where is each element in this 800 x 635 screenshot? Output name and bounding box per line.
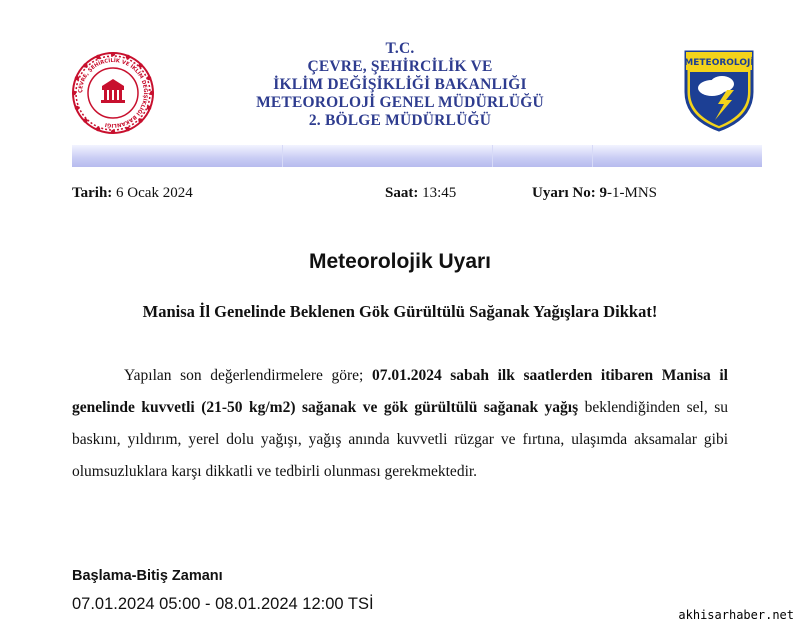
time-label: Saat:	[385, 185, 419, 201]
header-line-directorate: METEOROLOJİ GENEL MÜDÜRLÜĞÜ	[256, 94, 544, 111]
start-end-time-label: Başlama-Bitiş Zamanı	[72, 568, 223, 584]
warning-suffix: -1-MNS	[607, 185, 658, 201]
ministry-seal-logo	[72, 52, 154, 134]
start-end-time-value: 07.01.2024 05:00 - 08.01.2024 12:00 TSİ	[72, 595, 374, 613]
warning-paragraph	[72, 360, 728, 488]
document-subtitle: Manisa İl Genelinde Beklenen Gök Gürültülü Sağanak Yağışlara Dikkat!	[142, 302, 658, 321]
meteoroloji-shield-logo	[682, 48, 756, 132]
header-line-region: 2. BÖLGE MÜDÜRLÜĞÜ	[308, 112, 492, 129]
warning-number: 9	[599, 185, 607, 201]
seal-ring-text: ÇEVRE, ŞEHİRCİLİK VE İKLİM DEĞİŞİKLİĞİ BAKANLIĞI	[77, 57, 149, 129]
paragraph-rest: beklendiğinden sel, su baskını, yıldırım, yerel dolu yağışı, yağış anında kuvvetli rüzgar ve fırtına, ulaşımda aksamalar gibi olumsuzluklara karşı dikkatli ve tedbirli olunması gerekmektedir.	[72, 399, 728, 480]
document-title: Meteorolojik Uyarı	[308, 250, 492, 273]
time-field	[385, 185, 456, 202]
header-line-ministry-1: ÇEVRE, ŞEHİRCİLİK VE	[307, 58, 493, 75]
header-line-ministry-2: İKLİM DEĞİŞİKLİĞİ BAKANLIĞI	[273, 76, 527, 93]
date-value: 6 Ocak 2024	[116, 185, 193, 201]
date-field	[72, 185, 193, 202]
source-watermark: akhisarhaber.net	[672, 606, 800, 630]
time-value: 13:45	[422, 185, 457, 201]
warning-label: Uyarı No:	[532, 185, 596, 201]
paragraph-intro: Yapılan son değerlendirmelere göre;	[124, 367, 372, 384]
date-label: Tarih:	[72, 185, 113, 201]
header-line-tc: T.C.	[385, 40, 415, 57]
meteoroloji-logo-text: METEOROLOJİ	[684, 58, 754, 68]
warning-number-field	[532, 185, 657, 202]
header-divider-band	[72, 145, 762, 167]
paragraph-bold: 07.01.2024 sabah ilk saatlerden itibaren Manisa il genelinde kuvvetli (21-50 kg/m2) sağanak ve gök gürültülü sağanak yağış	[72, 367, 728, 416]
institution-header	[190, 40, 610, 130]
